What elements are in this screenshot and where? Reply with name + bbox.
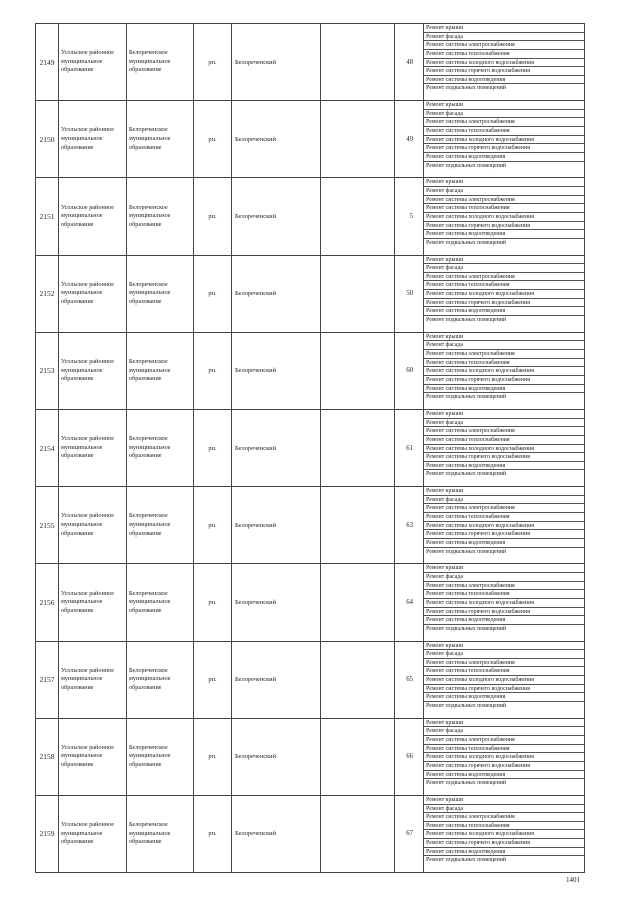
row-number: 2150 [36, 101, 59, 178]
work-item: Ремонт системы горячего водоснабжения [424, 453, 584, 462]
settlement-type: рп. [194, 795, 232, 872]
work-item: Ремонт системы теплоснабжения [424, 281, 584, 290]
row-number: 2159 [36, 795, 59, 872]
house-number: 60 [395, 332, 424, 409]
row-number: 2155 [36, 487, 59, 564]
work-item: Ремонт системы холодного водоснабжения [424, 599, 584, 608]
work-item: Ремонт системы водоотведения [424, 693, 584, 702]
settlement-type: рп. [194, 101, 232, 178]
work-item: Ремонт подвальных помещений [426, 702, 507, 709]
work-item: Ремонт системы водоотведения [424, 848, 584, 857]
work-item: Ремонт системы холодного водоснабжения [424, 367, 584, 376]
settlement-type: рп. [194, 564, 232, 641]
works-cell [424, 718, 585, 795]
work-item: Ремонт системы теплоснабжения [424, 590, 584, 599]
work-item: Ремонт системы водоотведения [424, 616, 584, 625]
district-name: Усольское районное муниципальное образование [59, 255, 127, 332]
settlement-type: рп. [194, 718, 232, 795]
register-body [36, 24, 585, 873]
works-list [424, 642, 584, 711]
work-item: Ремонт фасада [424, 573, 584, 582]
table-row [36, 564, 585, 641]
works-list [424, 256, 584, 325]
work-item: Ремонт системы водоотведения [424, 230, 584, 239]
work-item: Ремонт системы горячего водоснабжения [424, 376, 584, 385]
district-name: Усольское районное муниципальное образование [59, 24, 127, 101]
street-name [321, 795, 395, 872]
work-item: Ремонт системы горячего водоснабжения [424, 67, 584, 76]
municipality-name: Белореченское муниципальное образование [127, 24, 194, 101]
street-name [321, 178, 395, 255]
work-item: Ремонт крыши [424, 410, 584, 419]
works-cell [424, 332, 585, 409]
work-item: Ремонт фасада [424, 110, 584, 119]
district-name: Усольское районное муниципальное образование [59, 409, 127, 486]
settlement-name: Белореченский [232, 718, 321, 795]
district-name: Усольское районное муниципальное образование [59, 332, 127, 409]
settlement-name: Белореченский [232, 255, 321, 332]
work-item: Ремонт фасада [424, 264, 584, 273]
work-item: Ремонт подвальных помещений [426, 548, 507, 555]
street-name [321, 24, 395, 101]
settlement-type: рп. [194, 255, 232, 332]
work-item: Ремонт подвальных помещений [426, 317, 507, 324]
work-item: Ремонт системы водоотведения [424, 307, 584, 316]
work-item: Ремонт системы водоотведения [424, 153, 584, 162]
work-item: Ремонт фасада [424, 727, 584, 736]
district-name: Усольское районное муниципальное образование [59, 564, 127, 641]
row-number: 2158 [36, 718, 59, 795]
house-number: 65 [395, 641, 424, 718]
street-name [321, 641, 395, 718]
house-number: 5 [395, 178, 424, 255]
table-row [36, 255, 585, 332]
work-item: Ремонт подвальных помещений [426, 239, 507, 246]
work-item: Ремонт системы холодного водоснабжения [424, 522, 584, 531]
row-number: 2154 [36, 409, 59, 486]
municipality-name: Белореченское муниципальное образование [127, 641, 194, 718]
row-number: 2151 [36, 178, 59, 255]
house-number: 50 [395, 255, 424, 332]
settlement-name: Белореченский [232, 564, 321, 641]
work-item: Ремонт крыши [424, 564, 584, 573]
work-item: Ремонт системы водоотведения [424, 385, 584, 394]
settlement-name: Белореченский [232, 487, 321, 564]
work-item: Ремонт системы электроснабжения [424, 196, 584, 205]
street-name [321, 101, 395, 178]
work-item: Ремонт системы горячего водоснабжения [424, 299, 584, 308]
work-item: Ремонт подвальных помещений [426, 625, 507, 632]
works-cell [424, 255, 585, 332]
municipality-name: Белореченское муниципальное образование [127, 255, 194, 332]
work-item: Ремонт системы водоотведения [424, 76, 584, 85]
works-cell [424, 178, 585, 255]
work-item: Ремонт системы горячего водоснабжения [424, 762, 584, 771]
settlement-type: рп. [194, 641, 232, 718]
work-item: Ремонт системы электроснабжения [424, 659, 584, 668]
work-item: Ремонт системы электроснабжения [424, 427, 584, 436]
municipality-name: Белореченское муниципальное образование [127, 101, 194, 178]
district-name: Усольское районное муниципальное образование [59, 487, 127, 564]
work-item: Ремонт системы электроснабжения [424, 273, 584, 282]
table-row [36, 487, 585, 564]
municipality-name: Белореченское муниципальное образование [127, 487, 194, 564]
work-item: Ремонт системы теплоснабжения [424, 822, 584, 831]
work-item: Ремонт системы холодного водоснабжения [424, 830, 584, 839]
municipality-name: Белореченское муниципальное образование [127, 409, 194, 486]
works-list [424, 333, 584, 402]
works-list [424, 796, 584, 865]
municipality-name: Белореченское муниципальное образование [127, 332, 194, 409]
works-cell [424, 487, 585, 564]
work-item: Ремонт системы теплоснабжения [424, 359, 584, 368]
work-item: Ремонт крыши [424, 719, 584, 728]
work-item: Ремонт подвальных помещений [426, 85, 507, 92]
work-item: Ремонт системы электроснабжения [424, 582, 584, 591]
settlement-name: Белореченский [232, 795, 321, 872]
settlement-name: Белореченский [232, 332, 321, 409]
work-item: Ремонт крыши [424, 178, 584, 187]
work-item: Ремонт фасада [424, 496, 584, 505]
works-list [424, 719, 584, 788]
work-item: Ремонт крыши [424, 487, 584, 496]
work-item: Ремонт системы холодного водоснабжения [424, 136, 584, 145]
settlement-type: рп. [194, 178, 232, 255]
work-item: Ремонт системы холодного водоснабжения [424, 290, 584, 299]
district-name: Усольское районное муниципальное образование [59, 178, 127, 255]
house-number: 67 [395, 795, 424, 872]
work-item: Ремонт фасада [424, 650, 584, 659]
works-list [424, 410, 584, 479]
works-list [424, 24, 584, 93]
work-item: Ремонт системы холодного водоснабжения [424, 213, 584, 222]
table-row [36, 178, 585, 255]
works-cell [424, 564, 585, 641]
settlement-type: рп. [194, 409, 232, 486]
settlement-name: Белореченский [232, 641, 321, 718]
settlement-name: Белореченский [232, 178, 321, 255]
works-cell [424, 641, 585, 718]
work-item: Ремонт подвальных помещений [426, 857, 507, 864]
street-name [321, 255, 395, 332]
work-item: Ремонт подвальных помещений [426, 162, 507, 169]
work-item: Ремонт системы горячего водоснабжения [424, 530, 584, 539]
works-cell [424, 24, 585, 101]
table-row [36, 409, 585, 486]
municipality-name: Белореченское муниципальное образование [127, 564, 194, 641]
work-item: Ремонт системы теплоснабжения [424, 127, 584, 136]
works-list [424, 178, 584, 247]
district-name: Усольское районное муниципальное образование [59, 795, 127, 872]
work-item: Ремонт фасада [424, 341, 584, 350]
settlement-name: Белореченский [232, 409, 321, 486]
row-number: 2156 [36, 564, 59, 641]
street-name [321, 332, 395, 409]
street-name [321, 718, 395, 795]
house-number: 48 [395, 24, 424, 101]
municipality-name: Белореченское муниципальное образование [127, 178, 194, 255]
work-item: Ремонт системы горячего водоснабжения [424, 685, 584, 694]
work-item: Ремонт системы холодного водоснабжения [424, 753, 584, 762]
settlement-type: рп. [194, 24, 232, 101]
work-item: Ремонт системы электроснабжения [424, 41, 584, 50]
work-item: Ремонт подвальных помещений [426, 471, 507, 478]
work-item: Ремонт системы холодного водоснабжения [424, 676, 584, 685]
table-row [36, 795, 585, 872]
work-item: Ремонт системы электроснабжения [424, 118, 584, 127]
housing-register-table [35, 23, 585, 873]
work-item: Ремонт системы водоотведения [424, 462, 584, 471]
settlement-name: Белореченский [232, 101, 321, 178]
work-item: Ремонт системы электроснабжения [424, 736, 584, 745]
municipality-name: Белореченское муниципальное образование [127, 795, 194, 872]
settlement-type: рп. [194, 332, 232, 409]
table-row [36, 718, 585, 795]
row-number: 2157 [36, 641, 59, 718]
work-item: Ремонт системы горячего водоснабжения [424, 839, 584, 848]
work-item: Ремонт фасада [424, 33, 584, 42]
work-item: Ремонт системы теплоснабжения [424, 667, 584, 676]
work-item: Ремонт системы теплоснабжения [424, 436, 584, 445]
works-cell [424, 101, 585, 178]
works-cell [424, 409, 585, 486]
work-item: Ремонт крыши [424, 333, 584, 342]
table-row [36, 641, 585, 718]
work-item: Ремонт фасада [424, 187, 584, 196]
works-list [424, 101, 584, 170]
work-item: Ремонт системы электроснабжения [424, 813, 584, 822]
street-name [321, 409, 395, 486]
house-number: 66 [395, 718, 424, 795]
work-item: Ремонт системы теплоснабжения [424, 204, 584, 213]
street-name [321, 564, 395, 641]
house-number: 61 [395, 409, 424, 486]
table-row [36, 332, 585, 409]
row-number: 2149 [36, 24, 59, 101]
work-item: Ремонт фасада [424, 805, 584, 814]
work-item: Ремонт крыши [424, 642, 584, 651]
table-row [36, 101, 585, 178]
work-item: Ремонт системы холодного водоснабжения [424, 445, 584, 454]
work-item: Ремонт системы электроснабжения [424, 504, 584, 513]
street-name [321, 487, 395, 564]
district-name: Усольское районное муниципальное образование [59, 101, 127, 178]
work-item: Ремонт крыши [424, 256, 584, 265]
work-item: Ремонт системы водоотведения [424, 539, 584, 548]
work-item: Ремонт системы электроснабжения [424, 350, 584, 359]
district-name: Усольское районное муниципальное образование [59, 641, 127, 718]
work-item: Ремонт системы теплоснабжения [424, 745, 584, 754]
settlement-name: Белореченский [232, 24, 321, 101]
work-item: Ремонт системы теплоснабжения [424, 50, 584, 59]
work-item: Ремонт системы горячего водоснабжения [424, 144, 584, 153]
work-item: Ремонт системы теплоснабжения [424, 513, 584, 522]
work-item: Ремонт системы горячего водоснабжения [424, 608, 584, 617]
work-item: Ремонт крыши [424, 796, 584, 805]
work-item: Ремонт системы холодного водоснабжения [424, 59, 584, 68]
house-number: 63 [395, 487, 424, 564]
house-number: 64 [395, 564, 424, 641]
works-list [424, 564, 584, 633]
work-item: Ремонт фасада [424, 419, 584, 428]
work-item: Ремонт подвальных помещений [426, 780, 507, 787]
work-item: Ремонт системы горячего водоснабжения [424, 222, 584, 231]
works-list [424, 487, 584, 556]
work-item: Ремонт системы водоотведения [424, 771, 584, 780]
works-cell [424, 795, 585, 872]
page-number: 1401 [566, 876, 580, 884]
table-row [36, 24, 585, 101]
house-number: 49 [395, 101, 424, 178]
row-number: 2153 [36, 332, 59, 409]
municipality-name: Белореченское муниципальное образование [127, 718, 194, 795]
district-name: Усольское районное муниципальное образование [59, 718, 127, 795]
work-item: Ремонт крыши [424, 101, 584, 110]
work-item: Ремонт подвальных помещений [426, 394, 507, 401]
work-item: Ремонт крыши [424, 24, 584, 33]
row-number: 2152 [36, 255, 59, 332]
settlement-type: рп. [194, 487, 232, 564]
